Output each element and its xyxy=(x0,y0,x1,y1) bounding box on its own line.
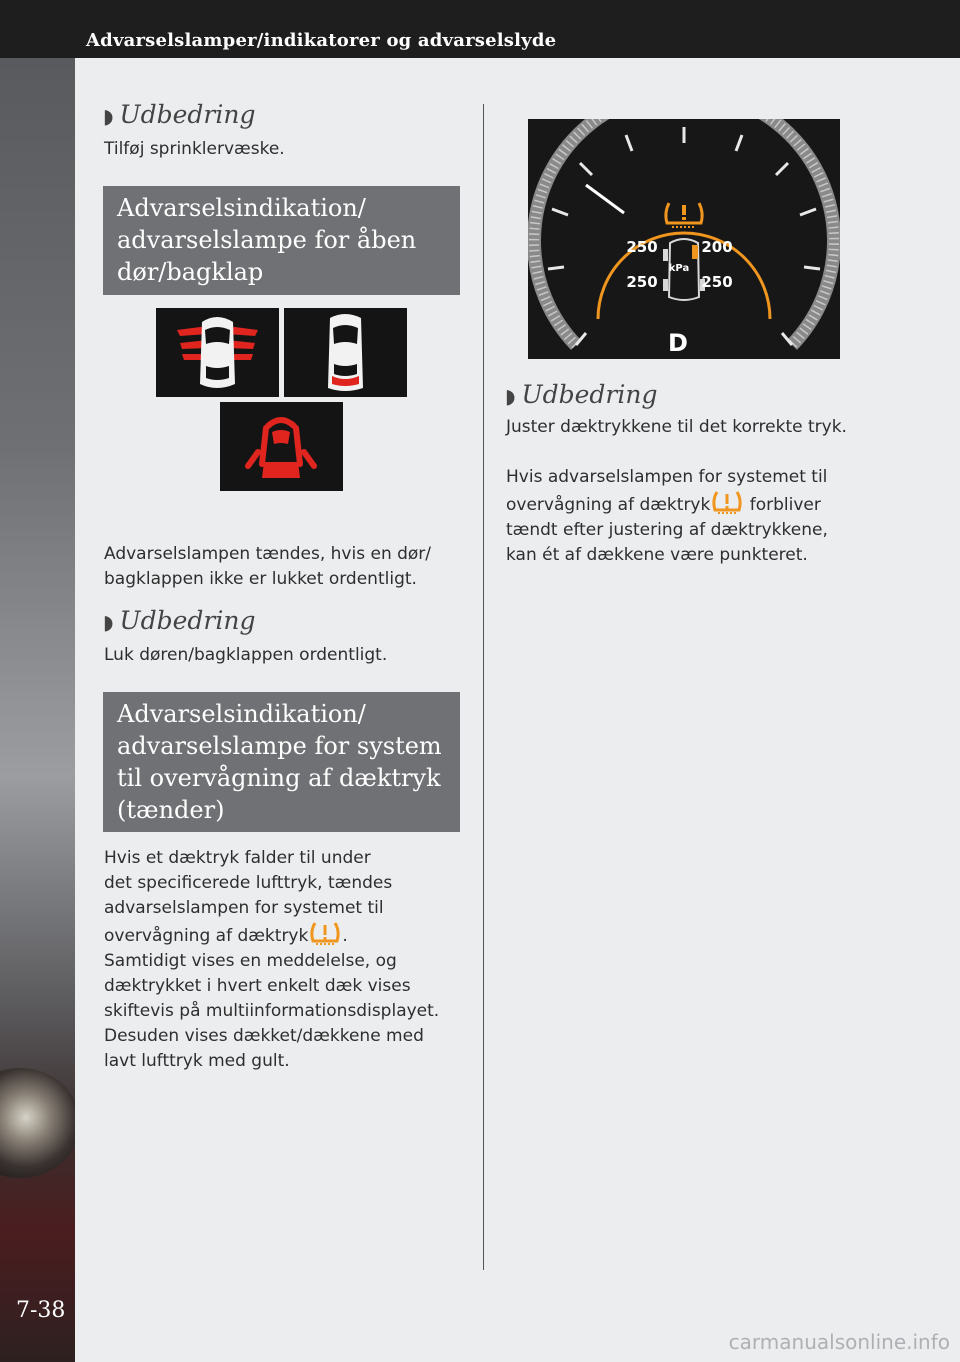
pressure-unit: kPa xyxy=(668,263,690,274)
sub-heading-udbedring-1 xyxy=(103,100,255,129)
header-title: Advarselslamper/indikatorer og advarselslyde xyxy=(86,30,557,51)
tpms-remains-lit-text xyxy=(506,465,828,568)
tire-pressure-rl: 250 xyxy=(626,273,658,291)
tailgate-warning-image xyxy=(284,308,407,397)
sub-heading-text: Udbedring xyxy=(521,380,658,409)
header-bar xyxy=(0,0,960,58)
section-title-tpms: Advarselsindikation/ advarselslampe for system til overvågning af dæktryk (tænder) xyxy=(103,692,460,832)
gear-indicator: D xyxy=(668,329,688,357)
tire-pressure-rr: 250 xyxy=(701,273,733,291)
column-divider xyxy=(483,104,484,1270)
para-part3: tændt efter justering af dæktrykkene, kan ét af dækkene være punkteret. xyxy=(506,520,828,565)
section-marker-icon: ◗ xyxy=(103,610,114,634)
section-marker-icon: ◗ xyxy=(505,384,516,408)
para-part1: Hvis advarselslampen for systemet til overvågning af dæktryk xyxy=(506,467,828,515)
tpms-warning-icon xyxy=(710,490,744,516)
sidebar-decoration xyxy=(0,58,75,1362)
tpms-text-part2: . xyxy=(342,926,348,946)
sub-heading-text: Udbedring xyxy=(119,606,256,635)
section-title-door: Advarselsindikation/ advarselslampe for åben dør/bagklap xyxy=(103,186,460,295)
tpms-text-part1: Hvis et dæktryk falder til under det specificerede lufttryk, tændes advarselslampen for systemet til overvågning af dæktryk xyxy=(104,848,393,946)
sub-heading-text: Udbedring xyxy=(119,100,256,129)
door-warning-text: Advarselslampen tændes, hvis en dør/ bagklappen ikke er lukket ordentligt. xyxy=(104,544,432,589)
sub-heading-udbedring-2 xyxy=(103,606,255,635)
tpms-warning-icon xyxy=(308,921,342,947)
body-text-sprinkler: Tilføj sprinklervæske. xyxy=(104,139,285,159)
open-doors-warning-image xyxy=(156,308,279,397)
tire-pressure-fl: 250 xyxy=(626,238,658,256)
body-text-close-door: Luk døren/bagklappen ordentligt. xyxy=(104,645,388,665)
sub-heading-udbedring-3 xyxy=(505,380,657,409)
headlight-image xyxy=(0,1068,75,1178)
watermark: carmanualsonline.info xyxy=(728,1330,950,1354)
tpms-text-part3: Samtidigt vises en meddelelse, og dæktrykket i hvert enkelt dæk vises skiftevis på multiinformationsdisplayet. Desuden vises dækket/dækkene med lavt lufttryk med gult. xyxy=(104,951,440,1071)
section-marker-icon: ◗ xyxy=(103,104,114,128)
body-text-adjust-pressure: Juster dæktrykkene til det korrekte tryk. xyxy=(506,417,847,437)
tpms-text xyxy=(104,846,439,1074)
para-part2: forbliver xyxy=(744,495,821,515)
page-number: 7-38 xyxy=(16,1298,66,1323)
tire-pressure-fr: 200 xyxy=(701,238,733,256)
door-open-warning-lamp xyxy=(220,402,343,491)
tpms-display-image xyxy=(528,119,840,359)
